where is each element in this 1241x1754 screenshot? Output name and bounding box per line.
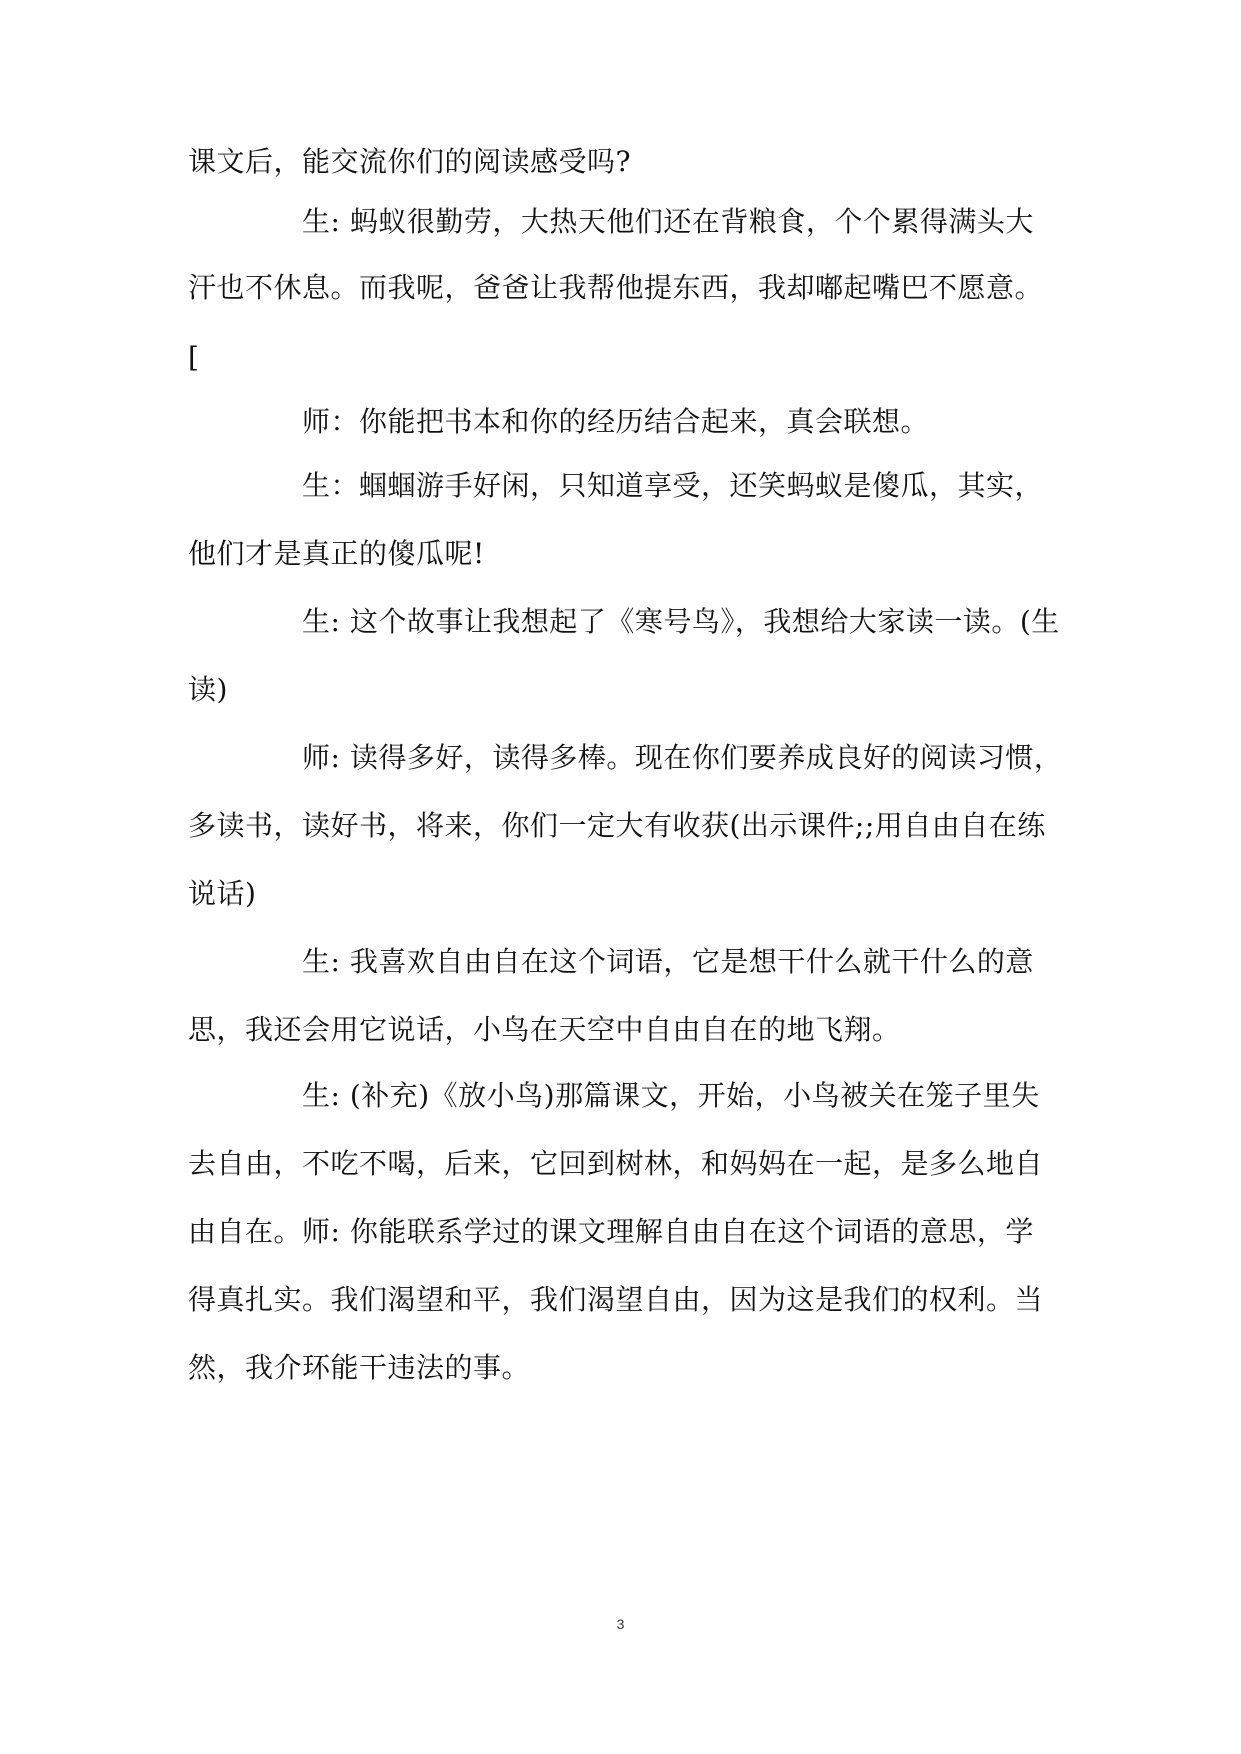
text-line: 生: 我喜欢自由自在这个词语，它是想干什么就干什么的意 xyxy=(302,945,1034,978)
text-line: 生: (补充)《放小鸟)那篇课文，开始，小鸟被关在笼子里失 xyxy=(302,1079,1040,1112)
text-line: 读) xyxy=(188,673,228,706)
text-line: 去自由，不吃不喝，后来，它回到树林，和妈妈在一起，是多么地自 xyxy=(188,1147,1044,1180)
text-line: 多读书，读好书，将来，你们一定大有收获(出示课件;;用自由自在练 xyxy=(188,809,1046,842)
text-line: [ xyxy=(188,341,200,374)
text-line: 说话) xyxy=(188,877,257,910)
text-line: 思，我还会用它说话，小鸟在天空中自由自在的地飞翔。 xyxy=(188,1013,901,1046)
text-line: 课文后，能交流你们的阅读感受吗? xyxy=(188,145,632,178)
text-line: 生: 这个故事让我想起了《寒号鸟》，我想给大家读一读。(生 xyxy=(302,605,1060,638)
text-line: 他们才是真正的傻瓜呢! xyxy=(188,537,485,570)
page-number: 3 xyxy=(616,1616,625,1632)
text-line: 师: 读得多好，读得多棒。现在你们要养成良好的阅读习惯， xyxy=(302,741,1063,774)
text-line: 汗也不休息。而我呢，爸爸让我帮他提东西，我却嘟起嘴巴不愿意。 xyxy=(188,271,1044,304)
text-line: 然，我介环能干违法的事。 xyxy=(188,1351,531,1384)
text-line: 得真扎实。我们渴望和平，我们渴望自由，因为这是我们的权利。当 xyxy=(188,1283,1044,1316)
text-line: 生: 蚂蚁很勤劳，大热天他们还在背粮食，个个累得满头大 xyxy=(302,205,1034,238)
text-line: 由自在。师: 你能联系学过的课文理解自由自在这个词语的意思，学 xyxy=(188,1215,1034,1248)
text-line: 师：你能把书本和你的经历结合起来，真会联想。 xyxy=(302,405,930,438)
text-line: 生：蝈蝈游手好闲，只知道享受，还笑蚂蚁是傻瓜，其实， xyxy=(302,469,1044,502)
